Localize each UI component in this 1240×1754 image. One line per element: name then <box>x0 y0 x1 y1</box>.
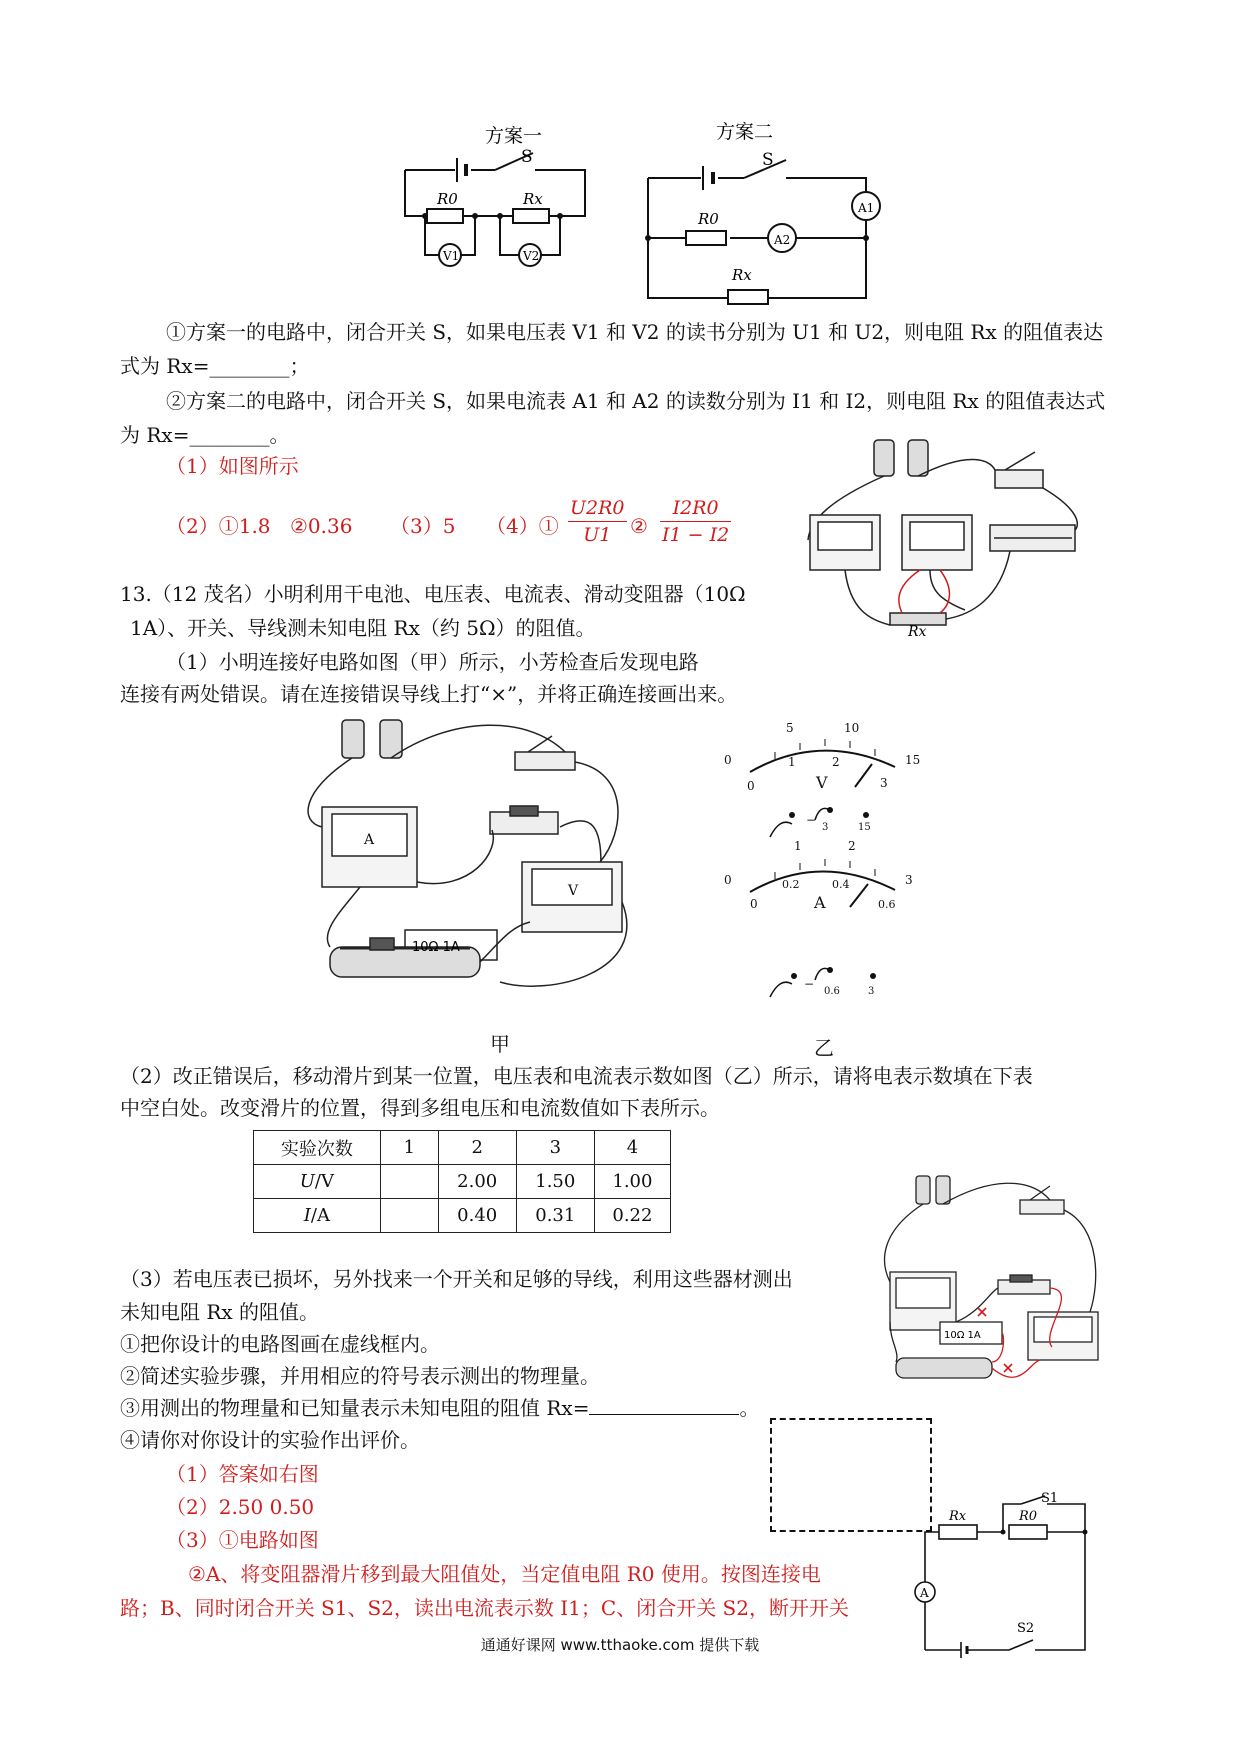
experiment-data-table <box>253 1130 671 1233</box>
r0-label: R0 <box>437 190 458 208</box>
circuit-diagram-scheme-2 <box>636 120 886 310</box>
q13-part3-f: ④请你对你设计的实验作出评价。 <box>120 1428 420 1452</box>
svg-text:A: A <box>364 832 375 848</box>
voltmeter-unit: V <box>816 773 828 792</box>
q12-line-3: ②方案二的电路中，闭合开关 S，如果电流表 A1 和 A2 的读数分别为 I1 和 I2，则电阻 Rx 的阻值表达式 <box>166 389 1106 413</box>
fraction-1-denominator: U1 <box>583 524 612 546</box>
table-cell: 0.40 <box>438 1199 516 1233</box>
ammeter-terminal: 0.6 <box>824 986 840 997</box>
ammeter-needle <box>850 884 868 907</box>
fraction-2-numerator: I2R0 <box>660 495 731 522</box>
table-header-cell: 2 <box>438 1131 516 1165</box>
ammeter-top-tick: 0 <box>724 873 732 887</box>
table-cell: 0.22 <box>594 1199 670 1233</box>
q13-part3-d: ②简述实验步骤，并用相应的符号表示测出的物理量。 <box>120 1364 600 1388</box>
voltmeter-bottom-tick: 0 <box>747 779 755 793</box>
circuit-diagram-scheme-1 <box>395 120 625 310</box>
ammeter-top-tick: 1 <box>794 839 802 853</box>
q13-part3-c: ①把你设计的电路图画在虚线框内。 <box>120 1332 440 1356</box>
ans13-1: （1）答案如右图 <box>166 1462 319 1486</box>
page-footer: 通通好课网 www.tthaoke.com 提供下载 <box>480 1636 760 1654</box>
fraction-2-denominator: I1 − I2 <box>662 524 730 546</box>
figure-jia-apparatus <box>300 712 630 997</box>
ammeter-bottom-tick: 0.2 <box>782 878 800 891</box>
rx-label: Rx <box>732 266 752 284</box>
ammeter-bottom-tick: 0.4 <box>832 878 850 891</box>
q13-heading-1: 13.（12 茂名）小明利用干电池、电压表、电流表、滑动变阻器（10Ω <box>120 582 746 606</box>
table-cell: 1.50 <box>516 1165 594 1199</box>
ans13-3: （3）①电路如图 <box>166 1528 319 1552</box>
answer-rheostat-label: 10Ω 1A <box>944 1330 981 1341</box>
voltmeter-bottom-tick: 3 <box>880 776 888 790</box>
ans12-1: （1）如图所示 <box>166 454 299 478</box>
voltmeter-top-tick: 0 <box>724 753 732 767</box>
ammeter-unit: A <box>814 893 826 912</box>
ans13-4b: 路；B、同时闭合开关 S1、S2，读出电流表示数 I1；C、闭合开关 S2，断开开关 <box>120 1596 849 1620</box>
q13-part1-b: 连接有两处错误。请在连接错误导线上打“×”，并将正确连接画出来。 <box>120 682 738 706</box>
table-header-cell: 实验次数 <box>254 1131 381 1165</box>
voltmeter-terminal: 15 <box>858 822 871 833</box>
table-row <box>254 1199 671 1233</box>
r0-label: R0 <box>698 210 719 228</box>
rx-label: Rx <box>949 1509 967 1524</box>
table-cell <box>380 1199 438 1233</box>
ammeter-top-tick: 2 <box>848 839 856 853</box>
svg-text:V: V <box>568 883 579 899</box>
s2-label: S2 <box>1017 1621 1035 1636</box>
answer-blank-rx[interactable] <box>589 1394 739 1415</box>
ans12-2b: ②0.36 <box>290 514 353 538</box>
ammeter-label: A <box>920 1586 929 1600</box>
voltmeter-top-tick: 15 <box>905 753 921 767</box>
q13-part3-a: （3）若电压表已损坏，另外找来一个开关和足够的导线，利用这些器材测出 <box>120 1267 793 1291</box>
ammeter-top-tick: 3 <box>905 873 913 887</box>
ans12-3: （3）5 <box>390 514 456 538</box>
table-cell: 2.00 <box>438 1165 516 1199</box>
table-row <box>254 1165 671 1199</box>
table-header-cell: 4 <box>594 1131 670 1165</box>
q12-line-2: 式为 Rx=________； <box>120 354 310 378</box>
s1-label: S1 <box>1041 1492 1059 1506</box>
figure-label-jia: 甲 <box>490 1032 510 1056</box>
ans12-2: （2）①1.8 <box>166 514 271 538</box>
q12-line-4: 为 Rx=________。 <box>120 423 290 447</box>
table-header-cell: 3 <box>516 1131 594 1165</box>
voltmeter-terminal: 3 <box>822 822 829 833</box>
answer-figure-corrected-wiring <box>880 1172 1110 1387</box>
table-header-row <box>254 1131 671 1165</box>
ammeter-terminal: − <box>804 977 815 991</box>
ans13-2: （2）2.50 0.50 <box>166 1495 315 1519</box>
table-cell <box>380 1165 438 1199</box>
a1-label: A1 <box>858 201 875 215</box>
ammeter-bottom-tick: 0.6 <box>878 898 896 911</box>
scheme-2-title: 方案二 <box>716 121 774 143</box>
ans13-4a: ②A、将变阻器滑片移到最大阻值处，当定值电阻 R0 使用。按图连接电 <box>188 1562 821 1586</box>
voltmeter-bottom-tick: 2 <box>832 755 840 769</box>
q13-part3-b: 未知电阻 Rx 的阻值。 <box>120 1300 320 1324</box>
figure-label-yi: 乙 <box>814 1036 834 1060</box>
voltmeter-terminal: − <box>806 813 817 827</box>
rheostat-rating-label: 10Ω 1A <box>412 940 460 955</box>
a2-label: A2 <box>774 233 791 247</box>
ans12-4: （4）① <box>486 514 559 538</box>
q13-part2-b: 中空白处。改变滑片的位置，得到多组电压和电流数值如下表所示。 <box>120 1096 720 1120</box>
v2-label: V2 <box>523 249 540 263</box>
apparatus-figure-q12 <box>790 430 1085 640</box>
v1-label: V1 <box>443 249 460 263</box>
row-label-voltage: U/V <box>254 1165 381 1199</box>
q13-heading-2: 1A）、开关、导线测未知电阻 Rx（约 5Ω）的阻值。 <box>130 616 596 640</box>
ans12-fraction-1 <box>568 495 627 548</box>
ans12-4b: ② <box>630 514 648 538</box>
ammeter-bottom-tick: 0 <box>750 897 758 911</box>
rx-component-label: Rx <box>908 624 927 640</box>
q13-part3-e: ③用测出的物理量和已知量表示未知电阻的阻值 Rx= 。 <box>120 1396 760 1420</box>
q13-part2-a: （2）改正错误后，移动滑片到某一位置，电压表和电流表示数如图（乙）所示，请将电表示数填在下表 <box>120 1064 1033 1088</box>
q13-part1-a: （1）小明连接好电路如图（甲）所示，小芳检查后发现电路 <box>166 650 699 674</box>
row-label-current: I/A <box>254 1199 381 1233</box>
switch-label: S <box>762 150 774 170</box>
rx-label: Rx <box>523 190 543 208</box>
q12-line-1: ①方案一的电路中，闭合开关 S，如果电压表 V1 和 V2 的读书分别为 U1 和 U2，则电阻 Rx 的阻值表达 <box>166 320 1104 344</box>
table-cell: 0.31 <box>516 1199 594 1233</box>
fraction-1-numerator: U2R0 <box>568 495 627 522</box>
ammeter-terminal: 3 <box>868 986 875 997</box>
figure-yi-meters <box>720 712 960 1012</box>
table-header-cell: 1 <box>380 1131 438 1165</box>
voltmeter-top-tick: 5 <box>786 721 794 735</box>
switch-label: S <box>521 147 533 167</box>
r0-label: R0 <box>1019 1509 1038 1524</box>
table-cell: 1.00 <box>594 1165 670 1199</box>
voltmeter-bottom-tick: 1 <box>788 755 796 769</box>
scheme-1-title: 方案一 <box>485 125 543 147</box>
ans12-fraction-2 <box>660 495 731 548</box>
voltmeter-needle <box>855 764 872 787</box>
voltmeter-top-tick: 10 <box>844 721 860 735</box>
